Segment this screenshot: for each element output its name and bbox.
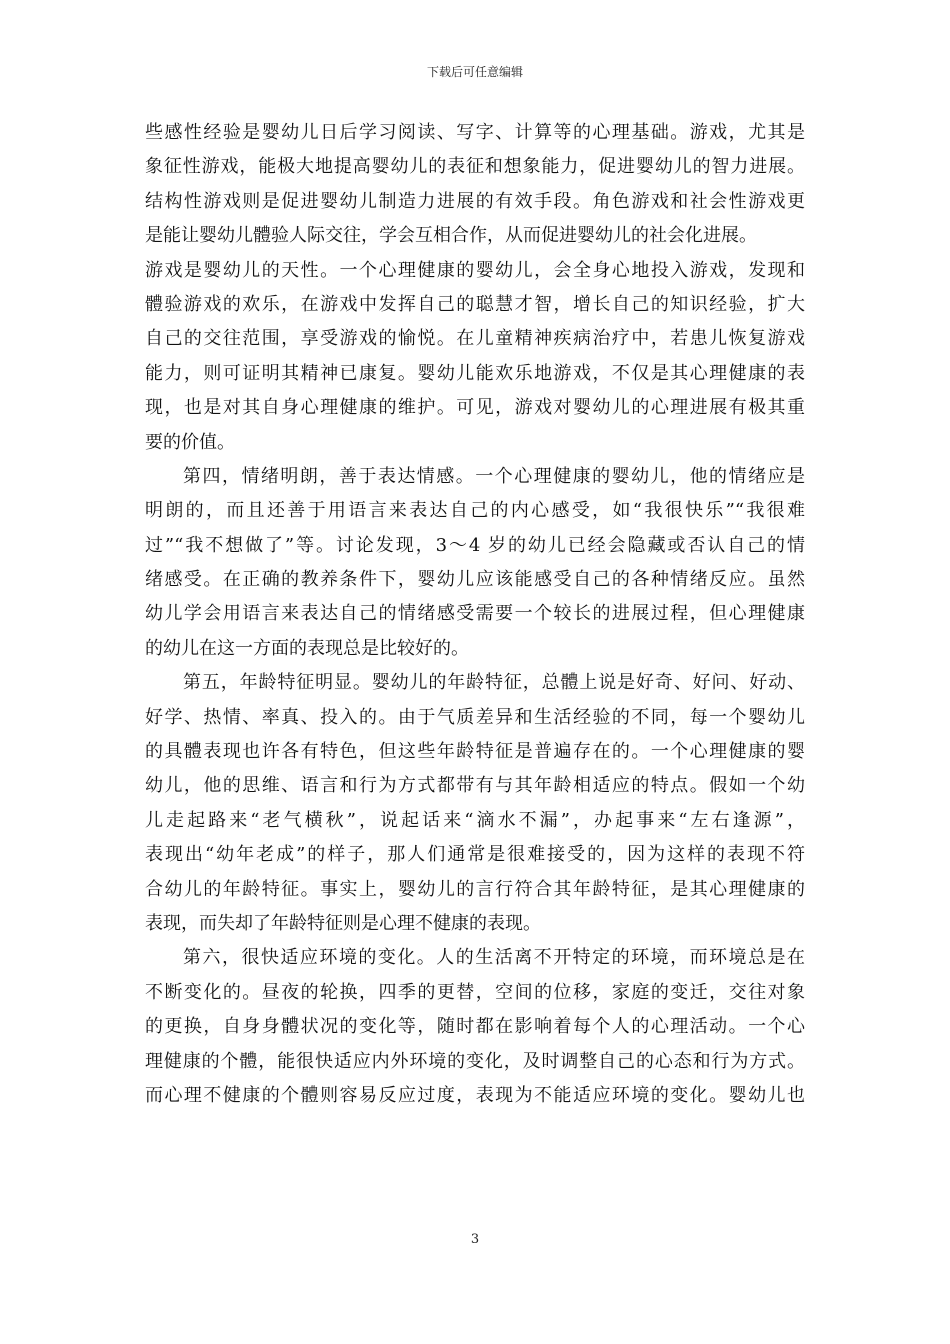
text-line: 第四，情绪明朗，善于表达情感。一个心理健康的婴幼儿，他的情绪应是: [183, 465, 805, 487]
text-line: 的幼儿在这一方面的表现总是比较好的。: [145, 637, 469, 659]
text-line: 能力，则可证明其精神已康复。婴幼儿能欢乐地游戏，不仅是其心理健康的表: [145, 362, 805, 384]
document-body: [145, 116, 805, 1113]
text-line: 理健康的个體，能很快适应内外环境的变化，及时调整自己的心态和行为方式。: [145, 1050, 805, 1072]
text-line: 幼儿学会用语言来表达自己的情绪感受需要一个较长的进展过程，但心理健康: [145, 603, 805, 625]
text-line: 的具體表现也许各有特色，但这些年龄特征是普遍存在的。一个心理健康的婴: [145, 741, 805, 763]
text-line: 儿走起路来“老气横秋”，说起话来“滴水不漏”，办起事来“左右逢源”，: [145, 809, 805, 831]
text-line: 好学、热情、率真、投入的。由于气质差异和生活经验的不同，每一个婴幼儿: [145, 706, 805, 728]
text-line: 表现出“幼年老成”的样子，那人们通常是很难接受的，因为这样的表现不符: [145, 844, 805, 866]
paragraph: [145, 116, 805, 254]
text-line: 第六，很快适应环境的变化。人的生活离不开特定的环境，而环境总是在: [183, 947, 805, 969]
text-line: 结构性游戏则是促进婴幼儿制造力进展的有效手段。角色游戏和社会性游戏更: [145, 190, 805, 212]
text-line: 自己的交往范围，享受游戏的愉悦。在儿童精神疾病治疗中，若患儿恢复游戏: [145, 328, 805, 350]
paragraph: [145, 941, 805, 1113]
text-line: 表现，而失却了年龄特征则是心理不健康的表现。: [145, 912, 541, 934]
text-line: 些感性经验是婴幼儿日后学习阅读、写字、计算等的心理基础。游戏，尤其是: [145, 122, 805, 143]
page-number: 3: [470, 1232, 480, 1247]
text-line: 过”“我不想做了”等。讨论发现，3～4 岁的幼儿已经会隐藏或否认自己的情: [145, 534, 805, 556]
page-header: 下载后可任意编辑: [426, 65, 523, 79]
text-line: 游戏是婴幼儿的天性。一个心理健康的婴幼儿，会全身心地投入游戏，发现和: [145, 259, 805, 281]
text-line: 第五，年龄特征明显。婴幼儿的年龄特征，总體上说是好奇、好问、好动、: [183, 672, 805, 694]
text-line: 明朗的，而且还善于用语言来表达自己的内心感受，如“我很快乐”“我很难: [145, 500, 805, 522]
paragraph: [145, 254, 805, 460]
text-line: 而心理不健康的个體则容易反应过度，表现为不能适应环境的变化。婴幼儿也: [145, 1084, 805, 1106]
paragraph: [145, 666, 805, 941]
text-line: 是能让婴幼儿體验人际交往，学会互相合作，从而促进婴幼儿的社会化进展。: [145, 225, 757, 247]
text-line: 體验游戏的欢乐，在游戏中发挥自己的聪慧才智，增长自己的知识经验，扩大: [145, 293, 805, 315]
paragraph: [145, 460, 805, 666]
text-line: 现，也是对其自身心理健康的维护。可见，游戏对婴幼儿的心理进展有极其重: [145, 397, 805, 419]
text-line: 要的价值。: [145, 431, 235, 453]
text-line: 的更换，自身身體状况的变化等，随时都在影响着每个人的心理活动。一个心: [145, 1016, 805, 1038]
text-line: 合幼儿的年龄特征。事实上，婴幼儿的言行符合其年龄特征，是其心理健康的: [145, 878, 805, 900]
text-line: 幼儿，他的思维、语言和行为方式都带有与其年龄相适应的特点。假如一个幼: [145, 775, 805, 797]
text-line: 不断变化的。昼夜的轮换，四季的更替，空间的位移，家庭的变迁，交往对象: [145, 981, 805, 1003]
text-line: 象征性游戏，能极大地提高婴幼儿的表征和想象能力，促进婴幼儿的智力进展。: [145, 156, 805, 178]
text-line: 绪感受。在正确的教养条件下，婴幼儿应该能感受自己的各种情绪反应。虽然: [145, 569, 805, 591]
